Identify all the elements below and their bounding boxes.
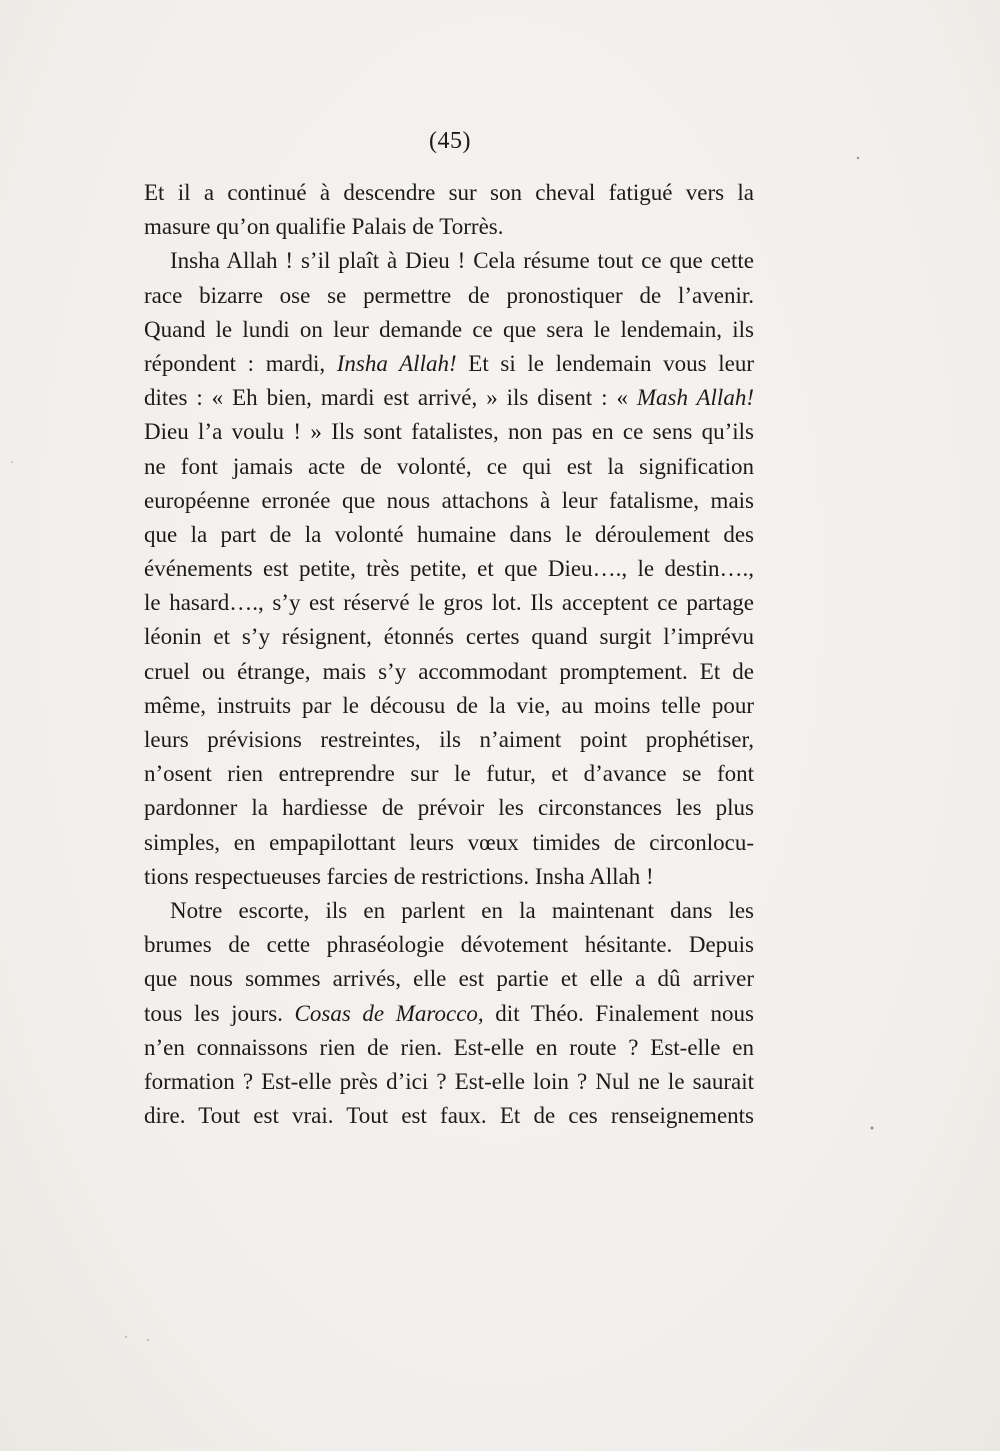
body-text: [144, 176, 754, 1133]
text-segment: n’osent rien entreprendre sur le futur, et d’avance se font: [144, 761, 754, 787]
text-line: [144, 826, 754, 860]
text-line: [144, 586, 754, 620]
text-line: [144, 620, 754, 654]
italic-phrase: Insha Allah!: [336, 350, 457, 376]
text-line: [144, 962, 754, 996]
text-line: [144, 860, 754, 894]
text-segment: formation ? Est-elle près d’ici ? Est-elle loin ? Nul ne le saurait: [144, 1068, 754, 1094]
text-line: [144, 450, 754, 484]
text-segment: léonin et s’y résignent, étonnés certes quand surgit l’imprévu: [144, 624, 754, 650]
text-line: [144, 928, 754, 962]
text-line: [144, 894, 754, 928]
text-segment: Insha Allah ! s’il plaît à Dieu ! Cela résume tout ce que cette: [170, 248, 754, 274]
text-line: [144, 552, 754, 586]
text-segment: cruel ou étrange, mais s’y accommodant promptement. Et de: [144, 658, 754, 684]
speck: [857, 157, 859, 159]
text-segment: événements est petite, très petite, et que Dieu…., le destin….,: [144, 556, 754, 582]
text-segment: n’en connaissons rien de rien. Est-elle en route ? Est-elle en: [144, 1034, 754, 1060]
text-line: [144, 176, 754, 210]
speck: [125, 1336, 127, 1338]
text-line: [144, 244, 754, 278]
text-line: [144, 313, 754, 347]
text-segment: tions respectueuses farcies de restrictions. Insha Allah !: [144, 863, 654, 889]
text-segment: dit Théo. Finalement nous: [483, 1000, 754, 1026]
text-segment: simples, en empapilottant leurs vœux timides de circonlocu-: [144, 829, 754, 855]
text-segment: brumes de cette phraséologie dévotement hésitante. Depuis: [144, 932, 754, 958]
text-line: [144, 1099, 754, 1133]
text-segment: répondent : mardi,: [144, 350, 337, 376]
text-line: [144, 210, 754, 244]
text-segment: le hasard…., s’y est réservé le gros lot. Ils acceptent ce partage: [144, 590, 754, 616]
page-number: (45): [429, 128, 471, 154]
text-segment: ne font jamais acte de volonté, ce qui est la signification: [144, 453, 754, 479]
speck: [871, 1127, 874, 1130]
text-segment: leurs prévisions restreintes, ils n’aiment point prophétiser,: [144, 727, 754, 752]
text-line: [144, 689, 754, 723]
text-segment: Quand le lundi on leur demande ce que sera le lendemain, ils: [144, 316, 754, 342]
italic-phrase: Mash Allah!: [636, 385, 754, 411]
text-line: [144, 484, 754, 518]
text-segment: dire. Tout est vrai. Tout est faux. Et de ces renseignements: [144, 1103, 754, 1129]
text-line: [144, 723, 754, 757]
text-line: [144, 997, 754, 1031]
text-line: [144, 1065, 754, 1099]
text-line: [144, 415, 754, 449]
text-line: [144, 791, 754, 825]
text-line: [144, 381, 754, 415]
text-segment: Et il a continué à descendre sur son cheval fatigué vers la: [144, 180, 754, 205]
text-segment: masure qu’on qualifie Palais de Torrès.: [144, 214, 504, 240]
text-segment: tous les jours.: [144, 1000, 295, 1026]
text-segment: Notre escorte, ils en parlent en la maintenant dans les: [170, 897, 754, 923]
text-line: [144, 279, 754, 313]
text-segment: que nous sommes arrivés, elle est partie et elle a dû arriver: [144, 966, 754, 992]
text-line: [144, 1031, 754, 1065]
text-segment: européenne erronée que nous attachons à leur fatalisme, mais: [144, 487, 754, 513]
speck: [11, 461, 13, 463]
text-line: [144, 757, 754, 791]
text-segment: race bizarre ose se permettre de pronostiquer de l’avenir.: [144, 282, 754, 308]
text-segment: dites : « Eh bien, mardi est arrivé, » ils disent : «: [144, 385, 637, 411]
text-segment: pardonner la hardiesse de prévoir les circonstances les plus: [144, 795, 754, 821]
text-segment: Dieu l’a voulu ! » Ils sont fatalistes, non pas en ce sens qu’ils: [144, 419, 754, 445]
italic-phrase: Cosas de Marocco,: [294, 1000, 484, 1026]
text-segment: Et si le lendemain vous leur: [456, 350, 755, 376]
text-line: [144, 347, 754, 381]
text-segment: même, instruits par le décousu de la vie, au moins telle pour: [144, 692, 754, 718]
text-line: [144, 655, 754, 689]
text-line: [144, 518, 754, 552]
speck: [147, 1339, 149, 1341]
text-segment: que la part de la volonté humaine dans le déroulement des: [144, 521, 754, 547]
